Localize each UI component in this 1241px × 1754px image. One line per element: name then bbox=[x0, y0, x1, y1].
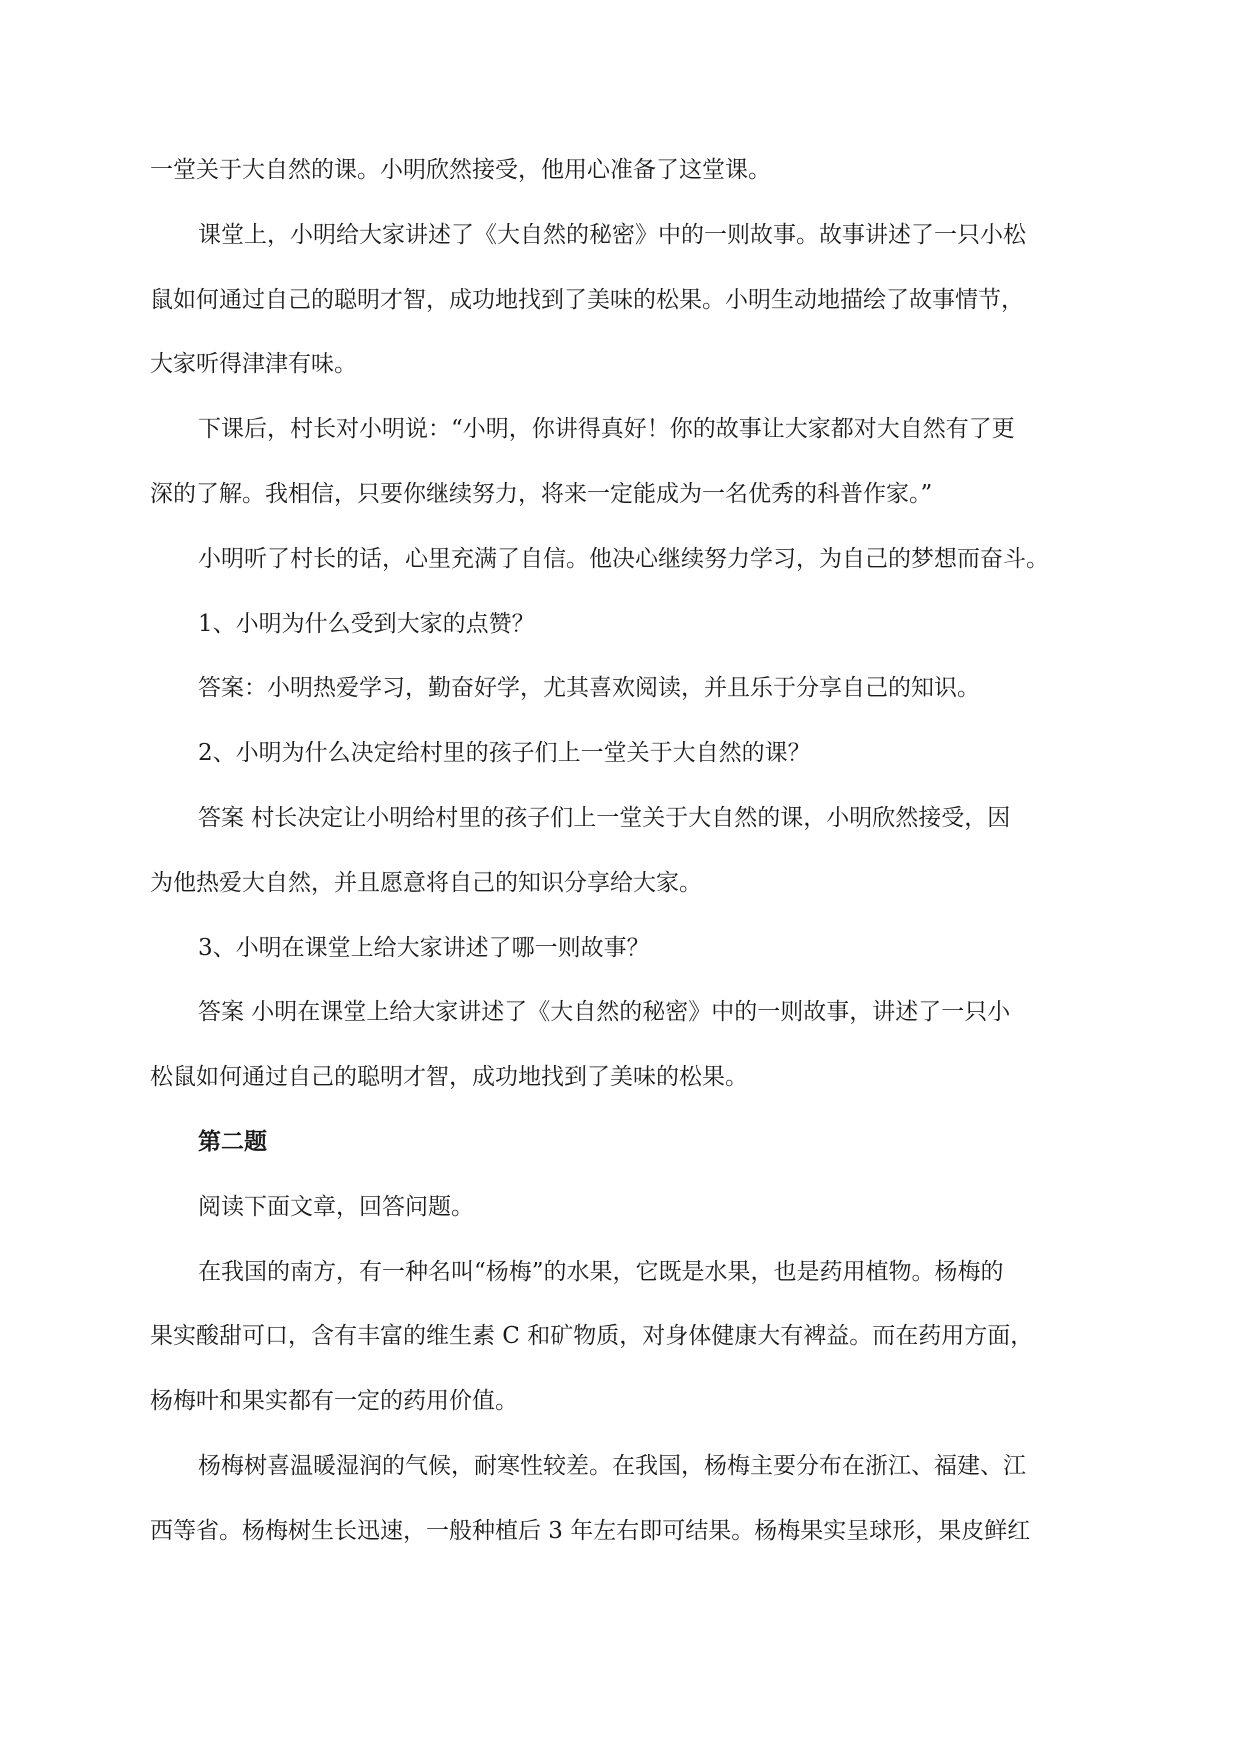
text-line: 在我国的南方，有一种名叫“杨梅”的水果，它既是水果，也是药用植物。杨梅的 bbox=[198, 1258, 1004, 1285]
text-line: 下课后，村长对小明说：“小明，你讲得真好！你的故事让大家都对大自然有了更 bbox=[198, 416, 1015, 443]
document-body bbox=[150, 138, 1100, 1564]
answer-2: 答案 村长决定让小明给村里的孩子们上一堂关于大自然的课，小明欣然接受，因 bbox=[198, 804, 1011, 831]
text-line: 一堂关于大自然的课。小明欣然接受，他用心准备了这堂课。 bbox=[150, 157, 771, 183]
answer-2-continued: 为他热爱大自然，并且愿意将自己的知识分享给大家。 bbox=[150, 869, 702, 896]
section-heading: 第二题 bbox=[198, 1127, 267, 1155]
text-line: 鼠如何通过自己的聪明才智，成功地找到了美味的松果。小明生动地描绘了故事情节， bbox=[150, 286, 1024, 313]
text-line: 小明听了村长的话，心里充满了自信。他决心继续努力学习，为自己的梦想而奋斗。 bbox=[198, 545, 1049, 572]
answer-1: 答案：小明热爱学习，勤奋好学，尤其喜欢阅读，并且乐于分享自己的知识。 bbox=[198, 675, 980, 702]
question-3: 3、小明在课堂上给大家讲述了哪一则故事？ bbox=[198, 934, 650, 961]
text-line: 西等省。杨梅树生长迅速，一般种植后 3 年左右即可结果。杨梅果实呈球形，果皮鲜红 bbox=[150, 1517, 1031, 1544]
text-line: 果实酸甜可口，含有丰富的维生素 C 和矿物质，对身体健康大有裨益。而在药用方面， bbox=[150, 1323, 1034, 1350]
text-line: 课堂上，小明给大家讲述了《大自然的秘密》中的一则故事。故事讲述了一只小松 bbox=[198, 221, 1026, 248]
question-2: 2、小明为什么决定给村里的孩子们上一堂关于大自然的课？ bbox=[198, 740, 811, 767]
text-line: 杨梅叶和果实都有一定的药用价值。 bbox=[150, 1388, 518, 1415]
text-line: 深的了解。我相信，只要你继续努力，将来一定能成为一名优秀的科普作家。” bbox=[150, 480, 933, 507]
question-1: 1、小明为什么受到大家的点赞？ bbox=[198, 610, 535, 637]
answer-3-continued: 松鼠如何通过自己的聪明才智，成功地找到了美味的松果。 bbox=[150, 1064, 748, 1091]
instruction: 阅读下面文章，回答问题。 bbox=[198, 1193, 474, 1220]
text-line: 大家听得津津有味。 bbox=[150, 351, 357, 378]
answer-3: 答案 小明在课堂上给大家讲述了《大自然的秘密》中的一则故事，讲述了一只小 bbox=[198, 999, 1011, 1026]
text-line: 杨梅树喜温暖湿润的气候，耐寒性较差。在我国，杨梅主要分布在浙江、福建、江 bbox=[198, 1452, 1026, 1479]
